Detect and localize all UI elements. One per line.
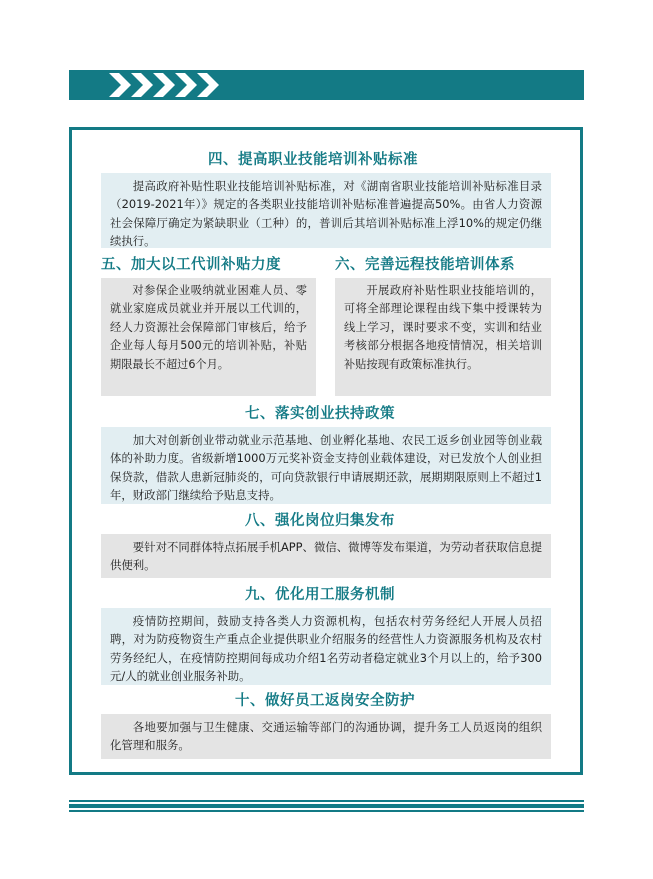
- section-5-body: [101, 278, 316, 396]
- section-9-text: 疫情防控期间，鼓励支持各类人力资源机构，包括农村劳务经纪人开展人员招聘，对为防疫物资生产重点企业提供职业介绍服务的经营性人力资源服务机构及农村劳务经纪人，在疫情防控期间每成功介绍1名劳动者稳定就业3个月以上的，给予300元/人的就业创业服务补助。: [110, 614, 542, 684]
- footer-rule-bottom: [69, 810, 584, 812]
- section-9-body: [101, 608, 551, 685]
- section-9-title: 九、优化用工服务机制: [245, 587, 395, 603]
- footer-rule-middle: [69, 804, 584, 808]
- section-7-body: [101, 427, 551, 504]
- section-6-title: 六、完善远程技能培训体系: [335, 257, 515, 273]
- section-10-text: 各地要加强与卫生健康、交通运输等部门的沟通协调，提升务工人员返岗的组织化管理和服务。: [110, 720, 542, 753]
- section-5-title: 五、加大以工代训补贴力度: [101, 257, 281, 273]
- section-5-text: 对参保企业吸纳就业困难人员、零就业家庭成员就业并开展以工代训的，经人力资源社会保障部门审核后，给予企业每人每月500元的培训补贴，补贴期限最长不超过6个月。: [110, 284, 307, 371]
- section-10-body: [101, 714, 551, 759]
- footer-rule-top: [69, 800, 584, 802]
- section-7-title: 七、落实创业扶持政策: [245, 406, 395, 422]
- section-8-title: 八、强化岗位归集发布: [245, 513, 395, 529]
- section-6-text: 开展政府补贴性职业技能培训的，可将全部理论课程由线下集中授课转为线上学习，课时要求不变，实训和结业考核部分根据各地疫情情况，相关培训补贴按现有政策标准执行。: [344, 284, 542, 371]
- section-10-title: 十、做好员工返岗安全防护: [235, 693, 415, 709]
- section-4-text: 提高政府补贴性职业技能培训补贴标准，对《湖南省职业技能培训补贴标准目录（2019-2021年）》规定的各类职业技能培训补贴标准普遍提高50%。由省人力资源社会保障厅确定为紧缺职业（工种）的，普训后其培训补贴标准上浮10%的规定仍继续执行。: [110, 179, 542, 249]
- header-banner: [69, 70, 584, 100]
- section-8-body: [101, 534, 551, 578]
- section-6-body: [335, 278, 551, 396]
- section-8-text: 要针对不同群体特点拓展手机APP、微信、微博等发布渠道，为劳动者获取信息提供便利。: [110, 540, 542, 573]
- chevron-arrows-icon: [69, 70, 229, 100]
- section-4-title: 四、提高职业技能培训补贴标准: [208, 152, 418, 168]
- section-7-text: 加大对创新创业带动就业示范基地、创业孵化基地、农民工返乡创业园等创业载体的补助力度。省级新增1000万元奖补资金支持创业载体建设，对已发放个人创业担保贷款，借款人患新冠肺炎的，可向贷款银行申请展期还款，展期期限原则上不超过1年，财政部门继续给予贴息支持。: [110, 433, 542, 503]
- section-4-body: [101, 173, 551, 248]
